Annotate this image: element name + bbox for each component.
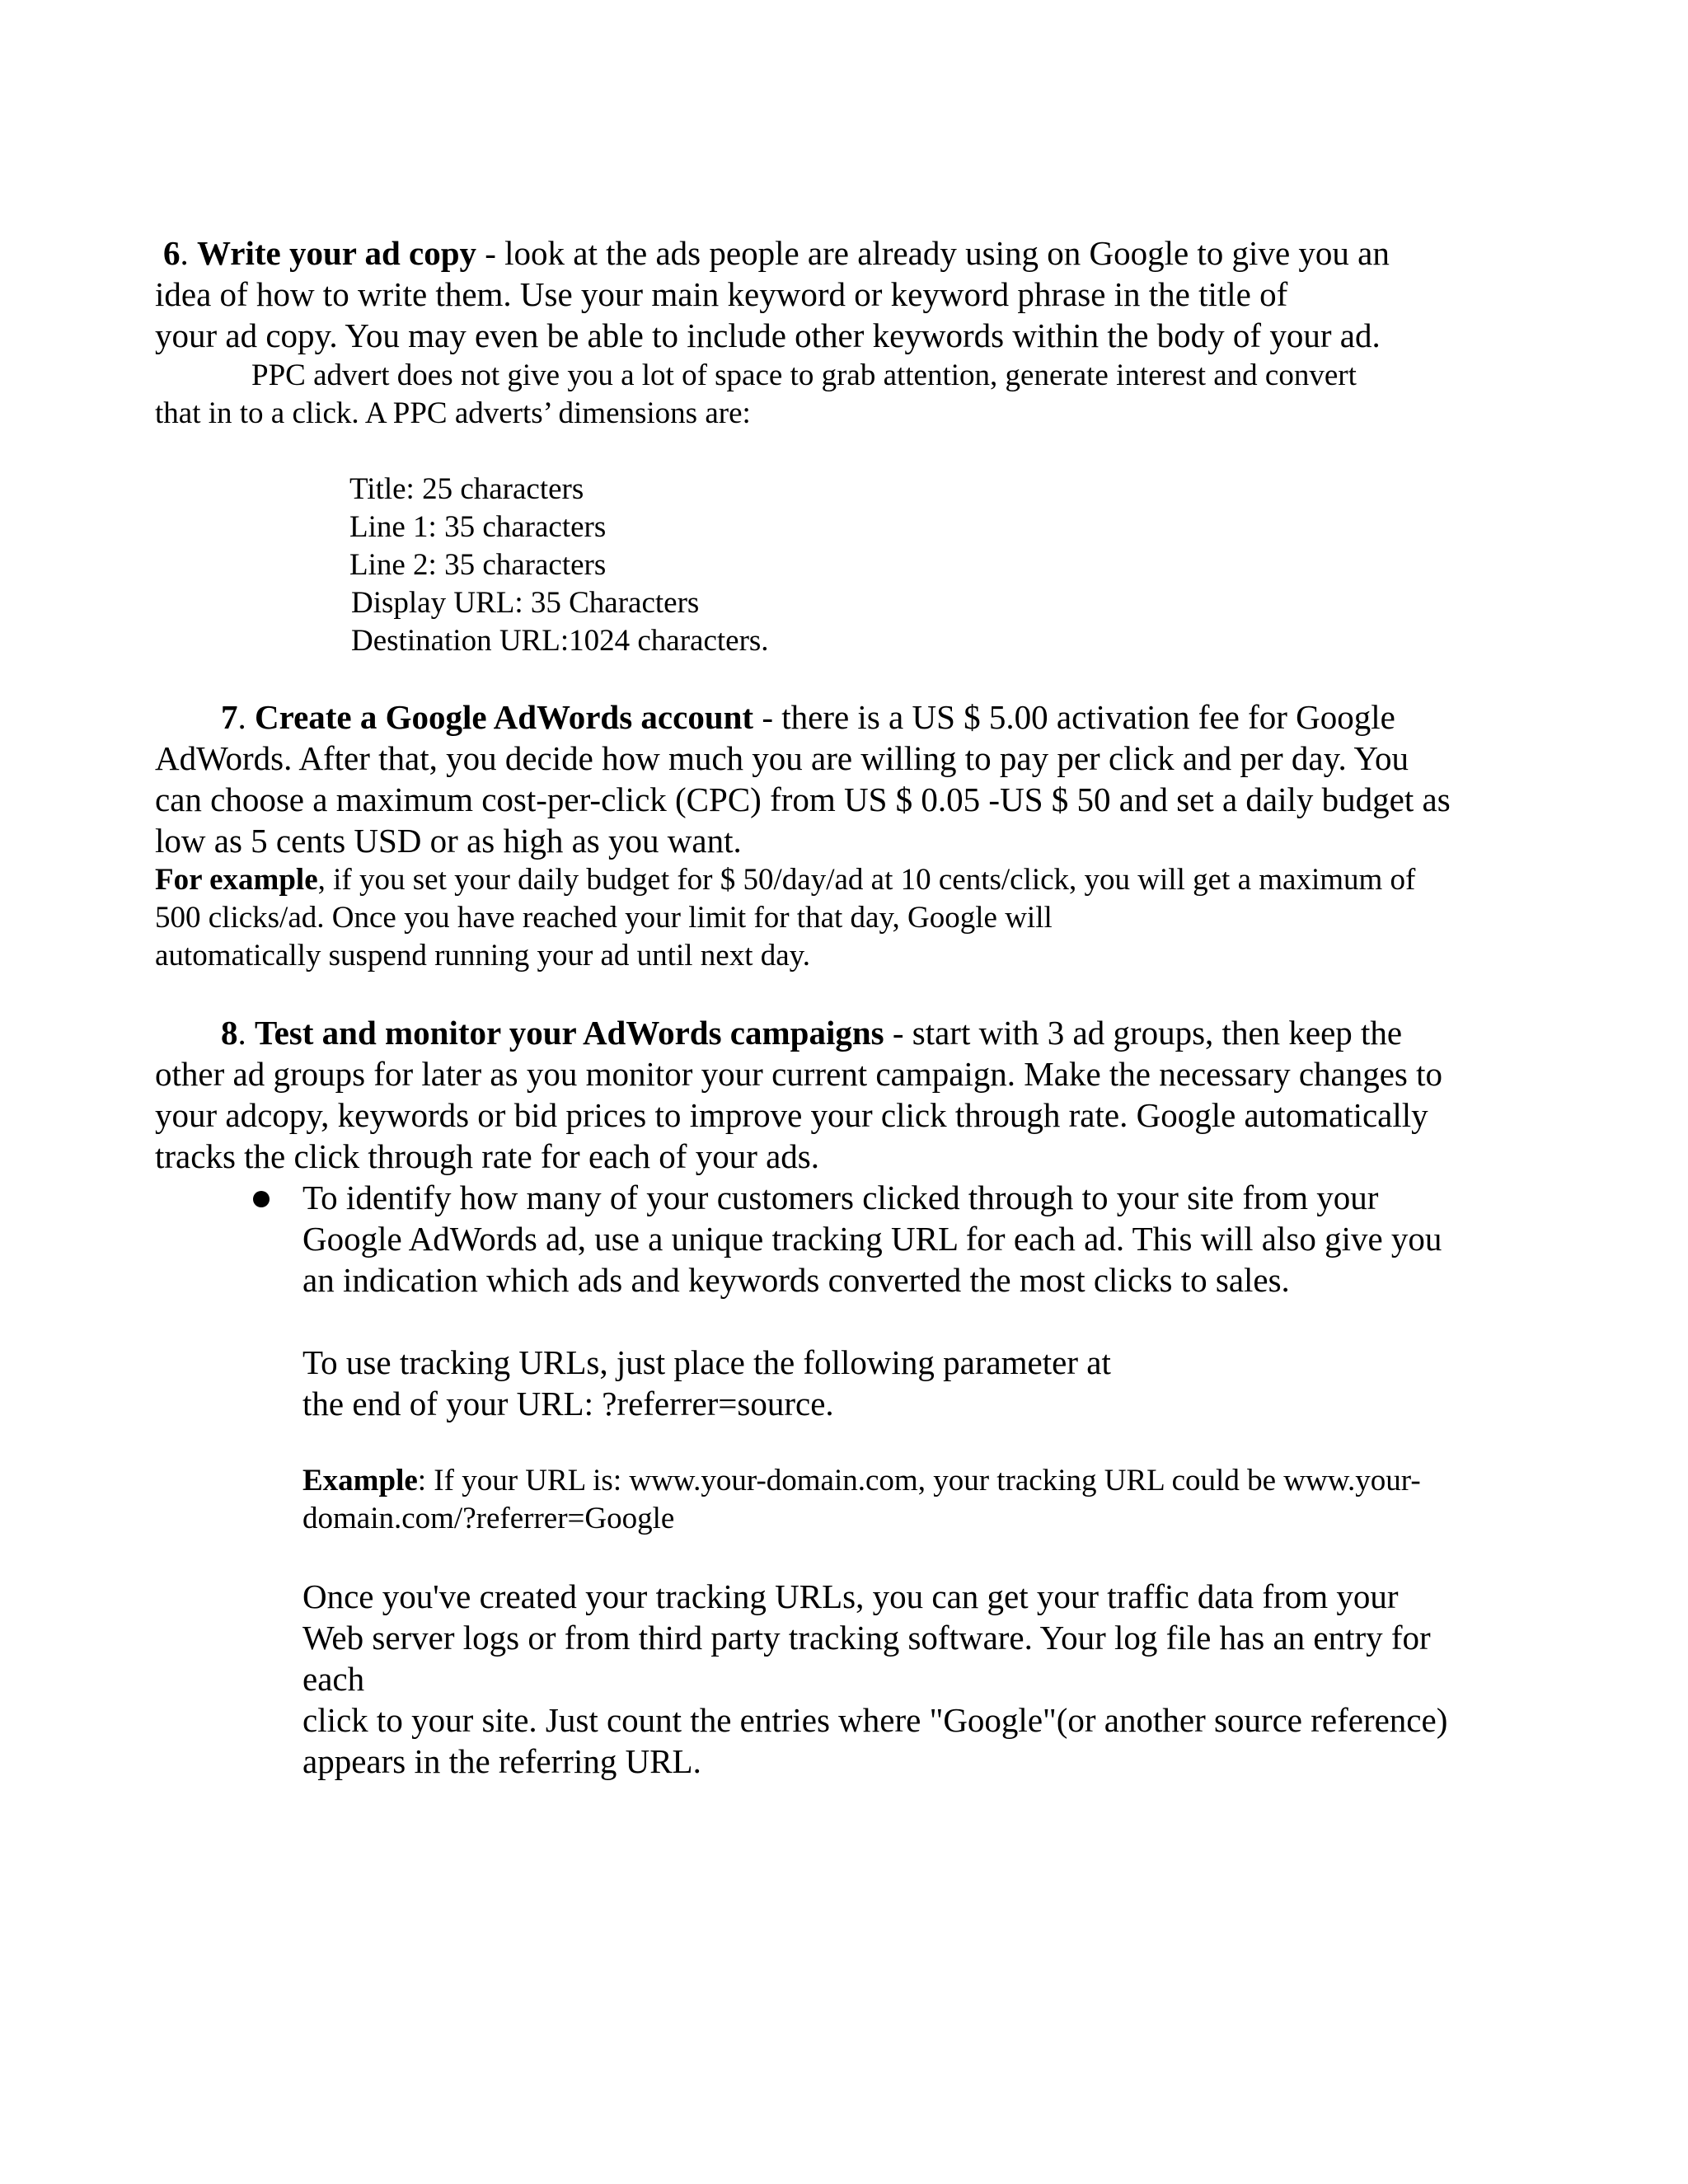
section-8-line3: your adcopy, keywords or bid prices to improve your click through rate. Google automatically [155,1096,1428,1134]
period: . [180,234,197,272]
section-8-line1-text: - start with 3 ad groups, then keep the [884,1014,1403,1052]
section-8-number: 8 [221,1014,238,1052]
section-6-line1-text: - look at the ads people are already using on Google to give you an [476,234,1390,272]
section-7-line2: AdWords. After that, you decide how much you are willing to pay per click and per day. You [155,739,1409,777]
dimension-title: Title: 25 characters [349,472,584,506]
final-line4: click to your site. Just count the entries where "Google"(or another source reference) [302,1701,1448,1739]
section-6-line3: your ad copy. You may even be able to include other keywords within the body of your ad. [155,316,1381,354]
final-line1: Once you've created your tracking URLs, you can get your traffic data from your [302,1577,1399,1615]
tracking-example-line1 [302,1465,1421,1496]
section-6-line2: idea of how to write them. Use your main keyword or keyword phrase in the title of [155,275,1288,313]
final-line3: each [302,1660,365,1698]
dimension-display-url: Display URL: 35 Characters [351,586,700,620]
section-7-number: 7 [221,698,238,736]
dimension-destination-url: Destination URL:1024 characters. [351,624,769,658]
section-7-example-line3: automatically suspend running your ad until next day. [155,939,810,972]
section-7-example-text: , if you set your daily budget for $ 50/day/ad at 10 cents/click, you will get a maximum of [317,863,1416,897]
bullet-dot [253,1191,270,1207]
section-6-line4: PPC advert does not give you a lot of space to grab attention, generate interest and convert [251,359,1357,392]
tracking-example-label: Example [302,1464,418,1497]
section-7-line4: low as 5 cents USD or as high as you want. [155,822,742,860]
section-8-heading-line [221,1016,1402,1050]
tracking-example-text: : If your URL is: www.your-domain.com, your tracking URL could be www.your- [417,1464,1421,1497]
bullet-line2: Google AdWords ad, use a unique tracking URL for each ad. This will also give you [302,1220,1442,1258]
section-7-line3: can choose a maximum cost-per-click (CPC) from US $ 0.05 -US $ 50 and set a daily budget as [155,780,1451,818]
section-8-line2: other ad groups for later as you monitor your current campaign. Make the necessary changes to [155,1055,1443,1093]
section-7-example-line1 [155,865,1415,895]
section-7-example-line2: 500 clicks/ad. Once you have reached your limit for that day, Google will [155,901,1053,935]
section-6-line5: that in to a click. A PPC adverts’ dimensions are: [155,396,751,430]
final-line5: appears in the referring URL. [302,1742,701,1780]
section-7-line1-text: - there is a US $ 5.00 activation fee for Google [753,698,1395,736]
bullet-line1: To identify how many of your customers clicked through to your site from your [302,1179,1379,1216]
section-8-line4: tracks the click through rate for each of your ads. [155,1137,820,1175]
dimension-line1: Line 1: 35 characters [349,510,607,544]
section-7-heading-line [221,698,1395,736]
final-line2: Web server logs or from third party tracking software. Your log file has an entry for [302,1619,1431,1657]
bullet-line3: an indication which ads and keywords converted the most clicks to sales. [302,1261,1290,1299]
tracking-line2: the end of your URL: ?referrer=source. [302,1385,834,1422]
section-6-heading: Write your ad copy [197,234,477,272]
section-6-number: 6 [163,234,181,272]
period: . [237,1014,255,1052]
section-8-heading: Test and monitor your AdWords campaigns [255,1014,884,1052]
dimension-line2: Line 2: 35 characters [349,548,607,582]
tracking-example-line2: domain.com/?referrer=Google [302,1502,675,1535]
period: . [237,698,255,736]
section-7-example-label: For example [155,863,318,897]
section-7-heading: Create a Google AdWords account [255,698,754,736]
tracking-line1: To use tracking URLs, just place the following parameter at [302,1343,1111,1381]
section-6-heading-line [163,234,1390,272]
